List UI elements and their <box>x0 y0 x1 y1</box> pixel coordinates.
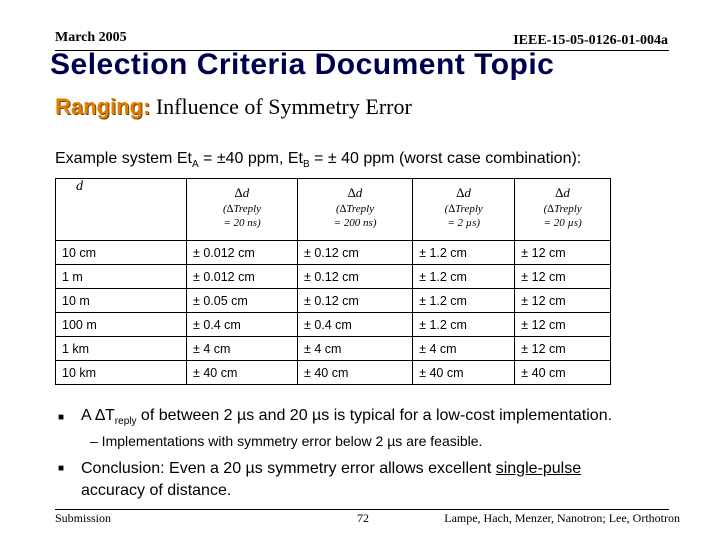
intro-sub-b: B <box>303 159 310 171</box>
column-header-line1: ∆d <box>347 185 363 200</box>
bullet2-line1: Conclusion: Even a 20 µs symmetry error allows excellent <box>81 460 496 477</box>
intro-line <box>55 150 581 170</box>
table-cell: ± 0.12 cm <box>298 289 413 313</box>
table-row <box>56 361 611 385</box>
square-bullet-icon: ■ <box>58 412 65 423</box>
bullet2-underlined: single-pulse <box>495 460 582 477</box>
subtitle-text: Influence of Symmetry Error <box>155 94 412 119</box>
intro-part1: Example system Et <box>55 150 192 167</box>
table-cell-distance: 1 km <box>56 337 187 361</box>
intro-sub-a: A <box>191 159 199 171</box>
table-cell-distance: 10 m <box>56 289 187 313</box>
table-cell: ± 12 cm <box>515 241 611 265</box>
table-cell: ± 0.12 cm <box>298 265 413 289</box>
table-cell: ± 12 cm <box>515 289 611 313</box>
table-row <box>56 289 611 313</box>
footer-rule <box>55 509 669 510</box>
table-cell: ± 4 cm <box>413 337 515 361</box>
table-corner-label: d <box>56 179 187 241</box>
table-cell: ± 1.2 cm <box>413 313 515 337</box>
column-header-line2: (∆Treply <box>543 203 582 215</box>
column-header-line1: ∆d <box>555 185 570 200</box>
table-cell: ± 12 cm <box>515 337 611 361</box>
table-cell: ± 4 cm <box>298 337 413 361</box>
table-row <box>56 337 611 361</box>
footer-page-number: 72 <box>357 511 369 525</box>
bullet1-pre: A ∆T <box>81 407 115 424</box>
table-cell: ± 0.4 cm <box>187 313 298 337</box>
table-cell-distance: 1 m <box>56 265 187 289</box>
table-row <box>56 265 611 289</box>
footer-submission: Submission <box>55 511 112 525</box>
intro-part3: = ± 40 ppm (worst case combination): <box>309 150 582 167</box>
table-cell: ± 1.2 cm <box>413 289 515 313</box>
square-bullet-icon: ■ <box>58 463 65 474</box>
table-cell: ± 0.05 cm <box>187 289 298 313</box>
footer-authors: Lampe, Hach, Menzer, Nanotron; Lee, Orthotron <box>444 511 680 525</box>
table-cell-distance: 100 m <box>56 313 187 337</box>
table-cell: ± 40 cm <box>413 361 515 385</box>
sub-bullet-feasible: – Implementations with symmetry error below 2 µs are feasible. <box>90 433 483 449</box>
column-header-line3: = 200 ns) <box>333 217 377 229</box>
symmetry-error-table <box>55 178 611 385</box>
table-cell: ± 4 cm <box>187 337 298 361</box>
table-cell-distance: 10 cm <box>56 241 187 265</box>
table-column-header <box>187 179 298 241</box>
bullet-text <box>81 407 612 427</box>
table-cell: ± 0.012 cm <box>187 241 298 265</box>
table-cell: ± 40 cm <box>298 361 413 385</box>
column-header-line3: = 20 ns) <box>223 217 261 229</box>
table-row <box>56 241 611 265</box>
subtitle-keyword: Ranging: <box>55 94 151 119</box>
header-doc-id: IEEE-15-05-0126-01-004a <box>513 33 668 48</box>
column-header-line2: (∆Treply <box>336 203 375 215</box>
table-header-row <box>56 179 611 241</box>
column-header-line1: ∆d <box>456 185 471 200</box>
table-cell: ± 1.2 cm <box>413 241 515 265</box>
slide-title: Selection Criteria Document Topic <box>50 48 555 81</box>
table-row <box>56 313 611 337</box>
bullet-text <box>81 458 581 502</box>
bullet1-post: of between 2 µs and 20 µs is typical for a low-cost implementation. <box>136 407 613 424</box>
table-cell: ± 0.4 cm <box>298 313 413 337</box>
slide-subtitle <box>55 94 412 120</box>
bullet1-sub: reply <box>114 416 137 428</box>
column-header-line3: = 20 µs) <box>543 217 582 229</box>
table-cell: ± 0.012 cm <box>187 265 298 289</box>
column-header-line3: = 2 µs) <box>447 217 481 229</box>
column-header-line2: (∆Treply <box>222 203 262 215</box>
header-date: March 2005 <box>55 30 127 45</box>
table-cell: ± 1.2 cm <box>413 265 515 289</box>
table-cell: ± 0.12 cm <box>298 241 413 265</box>
column-header-line1: ∆d <box>234 185 250 200</box>
table-cell: ± 12 cm <box>515 265 611 289</box>
bullet2-line2: accuracy of distance. <box>81 482 232 499</box>
table-column-header <box>298 179 413 241</box>
table-column-header <box>515 179 611 241</box>
table-cell: ± 40 cm <box>515 361 611 385</box>
table-cell-distance: 10 km <box>56 361 187 385</box>
intro-part2: = ±40 ppm, Et <box>198 150 303 167</box>
table-cell: ± 12 cm <box>515 313 611 337</box>
table-column-header <box>413 179 515 241</box>
table-cell: ± 40 cm <box>187 361 298 385</box>
column-header-line2: (∆Treply <box>444 203 483 215</box>
